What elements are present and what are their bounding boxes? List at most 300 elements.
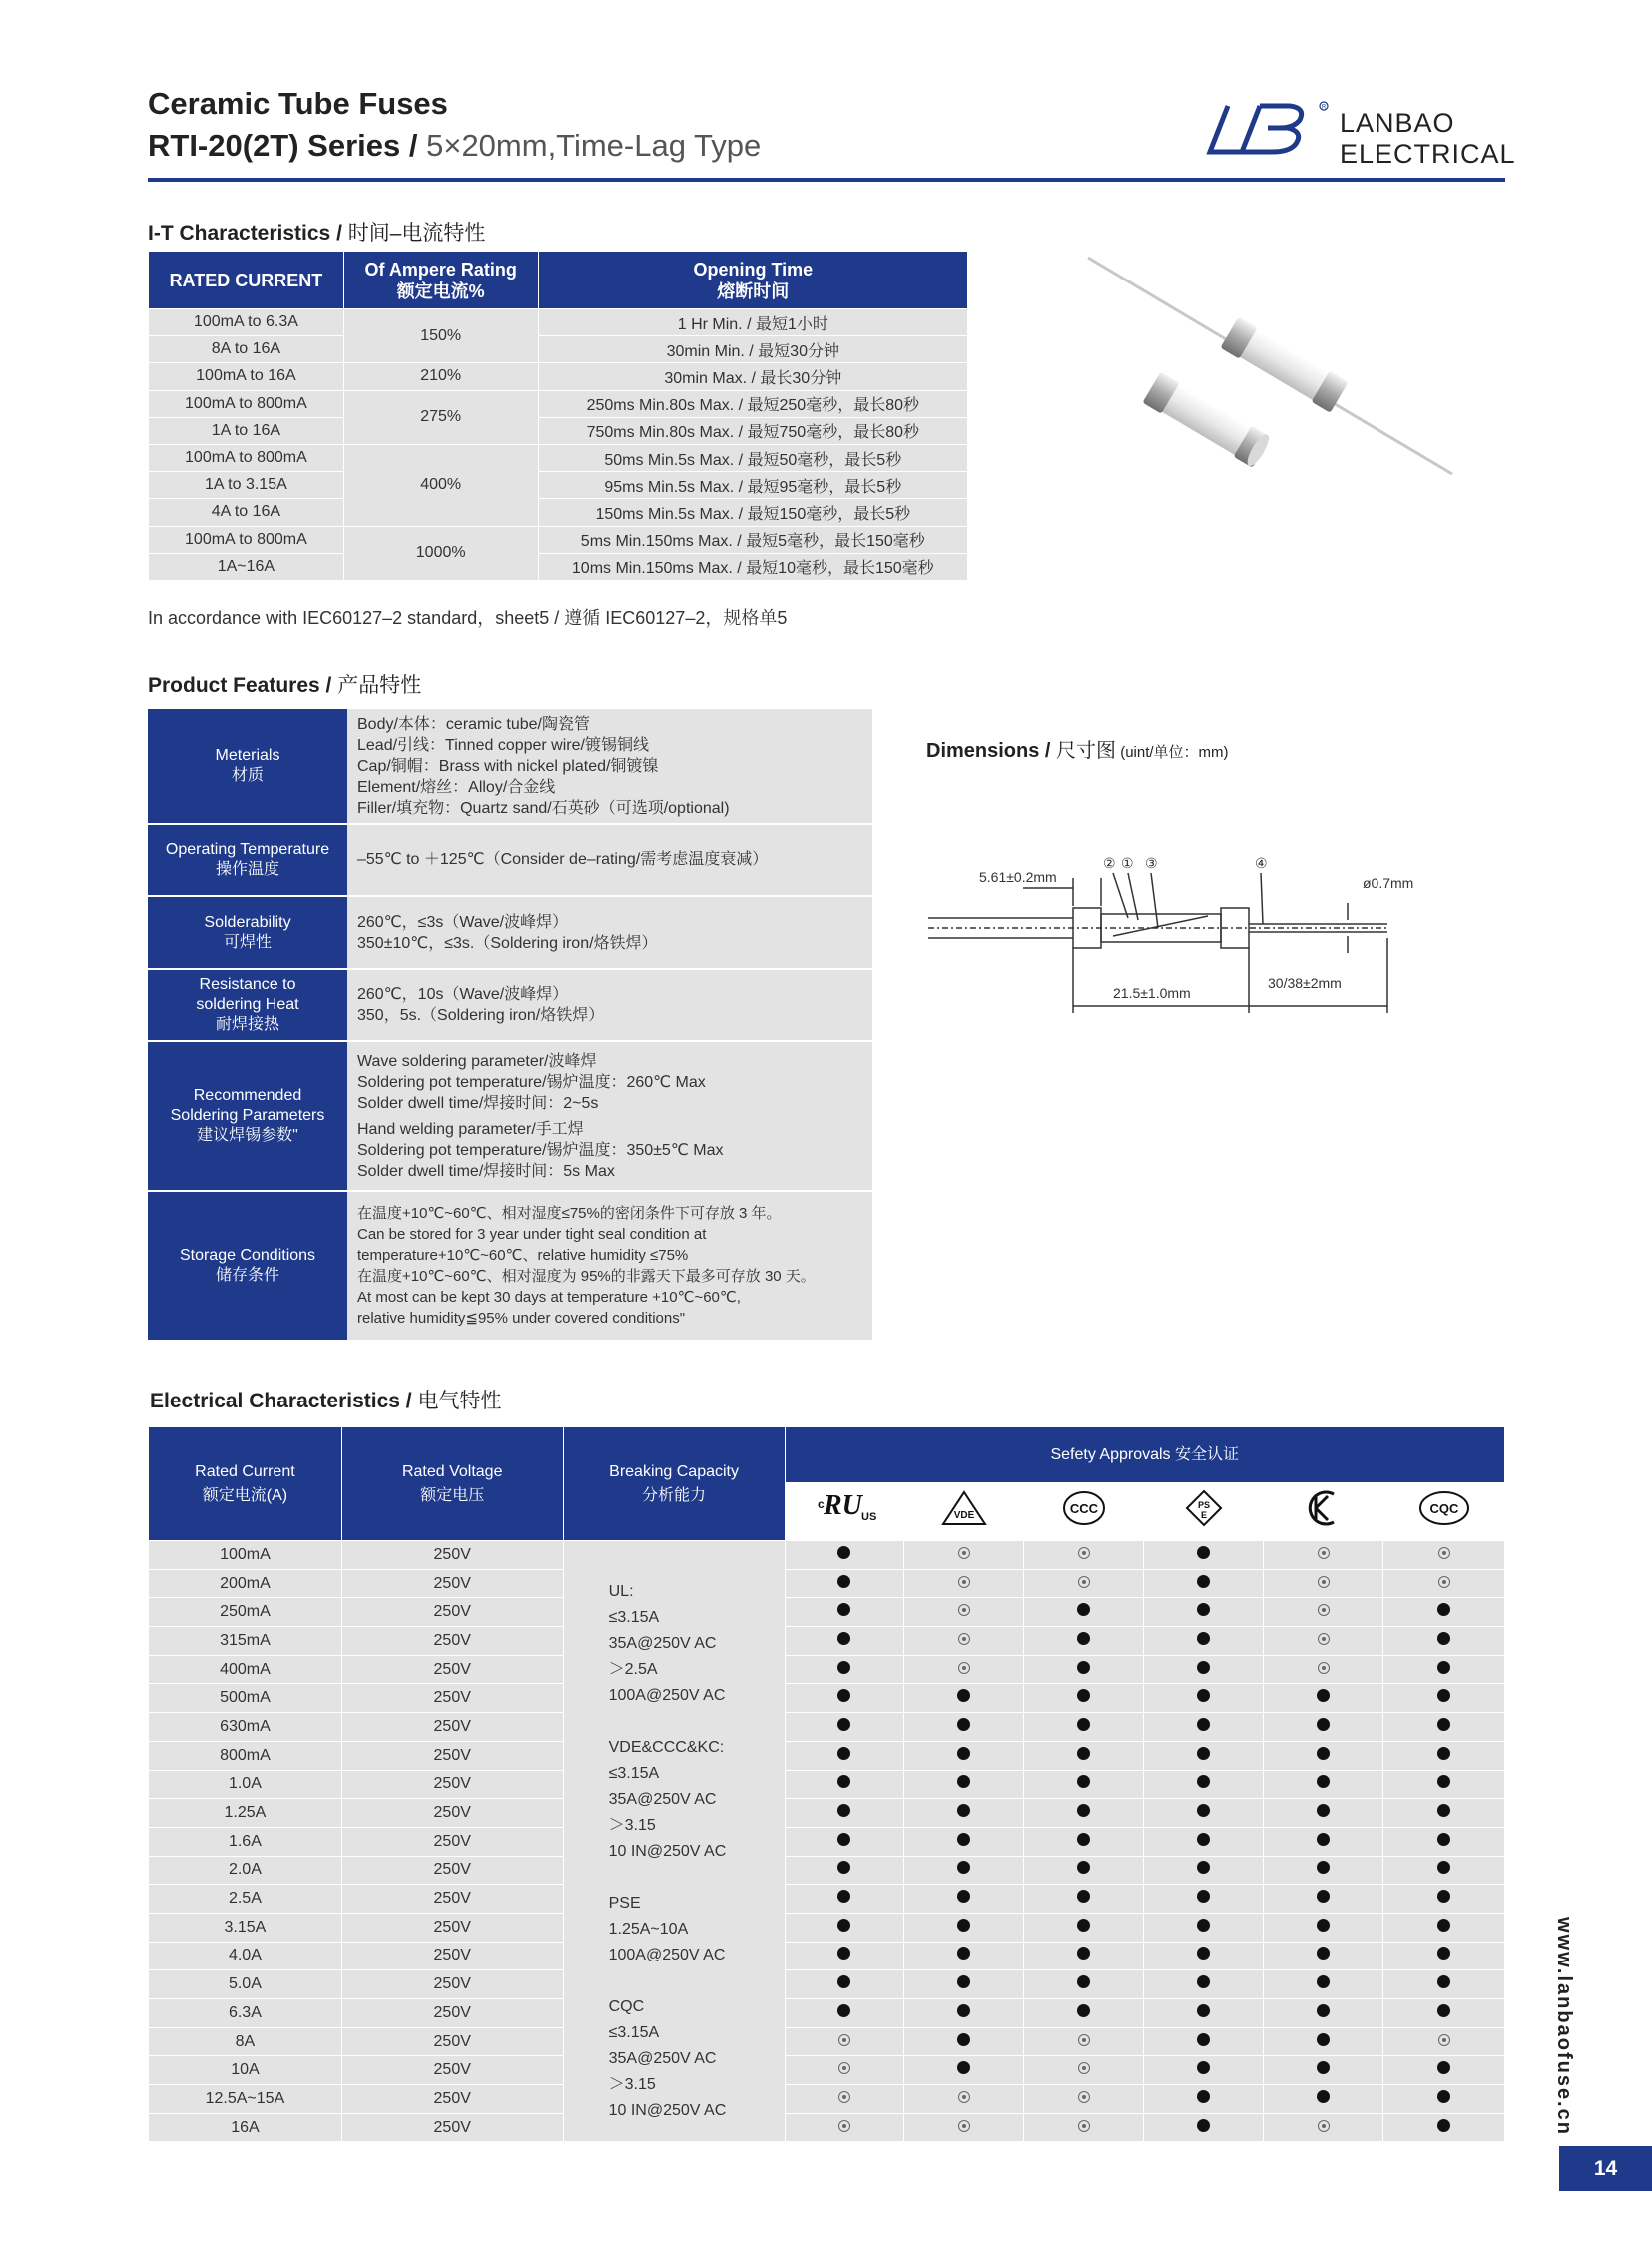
rated-current-cell: 2.0A (149, 1856, 342, 1885)
rated-voltage-cell: 250V (341, 1713, 563, 1742)
filled-dot-icon (957, 1861, 970, 1874)
it-header-opening-en: Opening Time (693, 259, 814, 280)
table-row (149, 1569, 1505, 1598)
approval-cell-cqc (1383, 1827, 1505, 1856)
rated-current-cell: 12.5A~15A (149, 2085, 342, 2114)
approval-cell-pse (1144, 1627, 1264, 1656)
table-row (149, 1627, 1505, 1656)
it-time: 5ms Min.150ms Max. / 最短5毫秒，最长150毫秒 (538, 526, 967, 553)
filled-dot-icon (1197, 1718, 1210, 1731)
approval-cell-cqc (1383, 1856, 1505, 1885)
approval-cell-ul (785, 2027, 904, 2056)
breaking-capacity-line: PSE (608, 1895, 641, 1912)
label-line: Soldering Parameters (170, 1107, 325, 1124)
approval-cell-pse (1144, 1713, 1264, 1742)
ring-dot-icon (1318, 1604, 1330, 1616)
approval-cell-ccc (1024, 1627, 1144, 1656)
approval-cell-cqc (1383, 1999, 1505, 2028)
value-line: relative humidity≦95% under covered conditions" (357, 1310, 686, 1327)
website-url[interactable]: www.lanbaofuse.cn (1553, 1917, 1575, 2136)
approval-cell-ccc (1024, 2085, 1144, 2114)
ring-dot-icon (1078, 1576, 1090, 1588)
filled-dot-icon (957, 1689, 970, 1702)
dim-diameter-label: ø0.7mm (1363, 875, 1414, 891)
filled-dot-icon (1197, 1804, 1210, 1817)
approval-cell-ul (785, 1942, 904, 1970)
rated-current-cell: 1.25A (149, 1799, 342, 1828)
approval-cell-cqc (1383, 1970, 1505, 1999)
filled-dot-icon (1437, 1747, 1450, 1760)
rated-current-cell: 3.15A (149, 1913, 342, 1942)
it-header-ampere-en: Of Ampere Rating (364, 259, 517, 280)
ec-header-voltage (341, 1427, 563, 1541)
table-row (149, 2056, 1505, 2085)
label-line: 操作温度 (215, 860, 279, 878)
ring-dot-icon (1318, 1576, 1330, 1588)
approval-cell-ul (785, 1684, 904, 1713)
filled-dot-icon (957, 2004, 970, 2017)
rated-voltage-cell: 250V (341, 1856, 563, 1885)
rated-current-cell: 8A (149, 2027, 342, 2056)
rated-voltage-cell: 250V (341, 1569, 563, 1598)
approval-cell-vde (904, 1970, 1024, 1999)
approval-cell-pse (1144, 1741, 1264, 1770)
ring-dot-icon (1318, 2120, 1330, 2132)
approval-cell-kc (1264, 1970, 1383, 1999)
it-current: 100mA to 800mA (149, 526, 344, 553)
filled-dot-icon (1197, 1919, 1210, 1932)
it-time: 30min Min. / 最短30分钟 (538, 336, 967, 363)
filled-dot-icon (837, 1689, 850, 1702)
breaking-capacity-cell (563, 1541, 785, 2142)
approval-cell-ccc (1024, 1942, 1144, 1970)
header-line: 额定电压 (420, 1486, 485, 1504)
table-row (149, 1799, 1505, 1828)
it-rating: 150% (343, 309, 538, 363)
feature-value-storage (347, 1191, 872, 1341)
approval-cell-ul (785, 1970, 904, 1999)
it-current: 8A to 16A (149, 336, 344, 363)
rated-current-cell: 2.5A (149, 1885, 342, 1914)
label-line: 材质 (231, 767, 264, 784)
lanbao-logo (1198, 100, 1328, 163)
it-time: 30min Max. / 最长30分钟 (538, 363, 967, 390)
approval-cell-pse (1144, 1827, 1264, 1856)
rated-voltage-cell: 250V (341, 1913, 563, 1942)
header-line: Rated Current (195, 1462, 295, 1480)
approval-cell-ccc (1024, 1913, 1144, 1942)
approval-cell-ccc (1024, 1799, 1144, 1828)
approval-cell-ccc (1024, 1655, 1144, 1684)
brand-line-1: LANBAO (1340, 108, 1455, 138)
pse-icon (1144, 1483, 1264, 1541)
approval-cell-kc (1264, 1569, 1383, 1598)
approval-cell-pse (1144, 2027, 1264, 2056)
filled-dot-icon (1077, 1775, 1090, 1788)
label-line: 耐焊接热 (215, 1016, 279, 1033)
filled-dot-icon (1317, 1833, 1330, 1846)
breaking-capacity-line: ≤3.15A (608, 1765, 660, 1782)
filled-dot-icon (1077, 1947, 1090, 1960)
approval-cell-ul (785, 1913, 904, 1942)
filled-dot-icon (1317, 2090, 1330, 2103)
filled-dot-icon (957, 1775, 970, 1788)
standard-note: In accordance with IEC60127–2 standard，sheet5 / 遵循 IEC60127–2，规格单5 (148, 608, 788, 628)
approval-cell-ul (785, 1799, 904, 1828)
filled-dot-icon (1317, 1890, 1330, 1903)
it-section-title (148, 217, 485, 247)
it-header-opening-cn: 熔断时间 (717, 280, 790, 301)
rated-current-cell: 6.3A (149, 1999, 342, 2028)
breaking-capacity-line: UL: (608, 1583, 634, 1600)
table-row (149, 1913, 1505, 1942)
ring-dot-icon (958, 2091, 970, 2103)
filled-dot-icon (1197, 2033, 1210, 2046)
breaking-capacity-line: 100A@250V AC (608, 1687, 726, 1704)
approval-cell-pse (1144, 1885, 1264, 1914)
value-line: 在温度+10℃~60℃、相对湿度≤75%的密闭条件下可存放 3 年。 (357, 1205, 782, 1222)
table-row (149, 1885, 1505, 1914)
ring-dot-icon (1438, 2034, 1450, 2046)
approval-cell-ccc (1024, 1770, 1144, 1799)
filled-dot-icon (837, 1975, 850, 1988)
approval-cell-kc (1264, 1885, 1383, 1914)
approval-cell-ccc (1024, 2113, 1144, 2142)
filled-dot-icon (1317, 1804, 1330, 1817)
filled-dot-icon (837, 1661, 850, 1674)
filled-dot-icon (1197, 1603, 1210, 1616)
header-line: 额定电流(A) (202, 1486, 288, 1504)
filled-dot-icon (1077, 1890, 1090, 1903)
approval-cell-ccc (1024, 1713, 1144, 1742)
it-time: 1 Hr Min. / 最短1小时 (538, 309, 967, 336)
filled-dot-icon (1437, 1775, 1450, 1788)
approval-cell-kc (1264, 1713, 1383, 1742)
value-line: Element/熔丝：Alloy/合金线 (357, 778, 556, 796)
ring-dot-icon (1078, 1547, 1090, 1559)
value-line: Filler/填充物：Quartz sand/石英砂（可选项/optional) (357, 799, 730, 817)
breaking-capacity-line: CQC (608, 1998, 645, 2015)
table-row (149, 1856, 1505, 1885)
filled-dot-icon (837, 1775, 850, 1788)
approval-cell-ul (785, 1598, 904, 1627)
ring-dot-icon (1438, 1547, 1450, 1559)
approval-cell-ul (785, 1655, 904, 1684)
filled-dot-icon (837, 1947, 850, 1960)
filled-dot-icon (957, 1919, 970, 1932)
approval-cell-ul (785, 2056, 904, 2085)
approval-cell-pse (1144, 1684, 1264, 1713)
approval-cell-kc (1264, 1684, 1383, 1713)
page-number: 14 (1559, 2146, 1652, 2191)
approval-cell-pse (1144, 1999, 1264, 2028)
approval-cell-pse (1144, 1799, 1264, 1828)
breaking-capacity-line: ≤3.15A (608, 1609, 660, 1626)
ccc-icon (1024, 1483, 1144, 1541)
breaking-capacity-line: 10 IN@250V AC (608, 2102, 727, 2119)
it-current: 100mA to 16A (149, 363, 344, 390)
approval-cell-vde (904, 1942, 1024, 1970)
it-rating: 210% (343, 363, 538, 390)
filled-dot-icon (1197, 1632, 1210, 1645)
approval-cell-kc (1264, 1799, 1383, 1828)
value-line: Solder dwell time/焊接时间：2~5s (357, 1094, 599, 1112)
electrical-section-title (150, 1385, 502, 1414)
electrical-table (148, 1426, 1505, 2142)
ring-dot-icon (838, 2120, 850, 2132)
features-title-en: Product Features / (148, 674, 332, 697)
value-line: Soldering pot temperature/锡炉温度：260℃ Max (357, 1073, 706, 1091)
filled-dot-icon (837, 1919, 850, 1932)
header-line: Rated Voltage (401, 1462, 503, 1480)
filled-dot-icon (837, 1575, 850, 1588)
approval-cell-ccc (1024, 1885, 1144, 1914)
svg-text:R: R (1321, 104, 1327, 111)
approval-cell-ccc (1024, 1684, 1144, 1713)
filled-dot-icon (1437, 2061, 1450, 2074)
rated-voltage-cell: 250V (341, 2027, 563, 2056)
rated-voltage-cell: 250V (341, 1655, 563, 1684)
filled-dot-icon (837, 1603, 850, 1616)
approval-cell-kc (1264, 2085, 1383, 2114)
it-table (148, 251, 968, 581)
filled-dot-icon (957, 1947, 970, 1960)
approval-cell-ccc (1024, 1856, 1144, 1885)
approval-cell-pse (1144, 1541, 1264, 1570)
filled-dot-icon (1317, 1919, 1330, 1932)
filled-dot-icon (1077, 1632, 1090, 1645)
filled-dot-icon (1317, 1975, 1330, 1988)
rated-current-cell: 10A (149, 2056, 342, 2085)
filled-dot-icon (957, 1890, 970, 1903)
filled-dot-icon (1437, 2090, 1450, 2103)
filled-dot-icon (1077, 1833, 1090, 1846)
approval-cell-kc (1264, 2113, 1383, 2142)
rated-voltage-cell: 250V (341, 1799, 563, 1828)
filled-dot-icon (1437, 1919, 1450, 1932)
table-row (149, 2085, 1505, 2114)
filled-dot-icon (1197, 1775, 1210, 1788)
it-title-cn: 时间–电流特性 (341, 222, 486, 245)
it-rating: 400% (343, 444, 538, 526)
features-table (148, 709, 872, 1342)
filled-dot-icon (1197, 1975, 1210, 1988)
rated-voltage-cell: 250V (341, 2113, 563, 2142)
filled-dot-icon (1317, 1861, 1330, 1874)
approval-cell-vde (904, 1770, 1024, 1799)
label-line: soldering Heat (196, 996, 299, 1013)
value-line: 350±10℃，≤3s.（Soldering iron/烙铁焊） (357, 934, 658, 952)
feature-value-heat (347, 969, 872, 1041)
approval-cell-pse (1144, 2085, 1264, 2114)
approval-cell-vde (904, 1885, 1024, 1914)
approval-cell-cqc (1383, 1942, 1505, 1970)
approval-cell-kc (1264, 1856, 1383, 1885)
approval-cell-kc (1264, 1598, 1383, 1627)
ring-dot-icon (838, 2034, 850, 2046)
ring-dot-icon (958, 2120, 970, 2132)
header-line: Breaking Capacity (609, 1462, 739, 1480)
filled-dot-icon (1197, 1890, 1210, 1903)
filled-dot-icon (957, 1804, 970, 1817)
page-title: Ceramic Tube Fuses (148, 86, 448, 121)
svg-text:US: US (860, 1510, 877, 1523)
breaking-capacity-line (609, 1709, 785, 1735)
rated-voltage-cell: 250V (341, 1827, 563, 1856)
breaking-capacity-line: ＞2.5A (608, 1661, 658, 1678)
approval-cell-vde (904, 2056, 1024, 2085)
approval-cell-kc (1264, 1655, 1383, 1684)
it-header-ampere-cn: 额定电流% (396, 280, 485, 301)
it-time: 50ms Min.5s Max. / 最短50毫秒，最长5秒 (538, 444, 967, 471)
electrical-title-cn: 电气特性 (411, 1390, 502, 1412)
feature-value-recommended (347, 1041, 872, 1191)
svg-text:VDE: VDE (953, 1509, 975, 1521)
value-line: At most can be kept 30 days at temperature +10℃~60℃, (357, 1289, 741, 1306)
filled-dot-icon (1077, 1919, 1090, 1932)
approval-cell-kc (1264, 1627, 1383, 1656)
it-current: 4A to 16A (149, 499, 344, 526)
approval-cell-kc (1264, 1541, 1383, 1570)
approval-cell-kc (1264, 1913, 1383, 1942)
ring-dot-icon (1078, 2120, 1090, 2132)
features-title-cn: 产品特性 (331, 674, 422, 697)
value-line: 在温度+10℃~60℃、相对湿度为 95%的非露天下最多可存放 30 天。 (357, 1268, 816, 1285)
rated-voltage-cell: 250V (341, 2056, 563, 2085)
value-line: Body/本体：ceramic tube/陶瓷管 (357, 715, 590, 733)
label-line: Recommended (193, 1087, 302, 1104)
approval-cell-ccc (1024, 2027, 1144, 2056)
rated-current-cell: 4.0A (149, 1942, 342, 1970)
breaking-capacity-line: ≤3.15A (608, 2024, 660, 2041)
filled-dot-icon (1197, 1575, 1210, 1588)
it-time: 95ms Min.5s Max. / 最短95毫秒，最长5秒 (538, 472, 967, 499)
series-name: RTI-20(2T) Series / (148, 128, 418, 163)
feature-label-heat (148, 969, 347, 1041)
approval-cell-ccc (1024, 1999, 1144, 2028)
filled-dot-icon (1197, 1947, 1210, 1960)
feature-value-materials (347, 709, 872, 824)
filled-dot-icon (1437, 1804, 1450, 1817)
rated-voltage-cell: 250V (341, 1541, 563, 1570)
approval-cell-vde (904, 1827, 1024, 1856)
rated-voltage-cell: 250V (341, 1684, 563, 1713)
ring-dot-icon (958, 1662, 970, 1674)
table-row (149, 1655, 1505, 1684)
approval-cell-pse (1144, 1913, 1264, 1942)
approval-cell-vde (904, 2113, 1024, 2142)
approval-cell-cqc (1383, 1655, 1505, 1684)
dim-body-label: 21.5±1.0mm (1113, 985, 1191, 1001)
feature-value-solderability (347, 896, 872, 969)
filled-dot-icon (1197, 1689, 1210, 1702)
filled-dot-icon (837, 1632, 850, 1645)
feature-value-temperature (347, 824, 872, 896)
ec-header-current (149, 1427, 342, 1541)
approval-cell-cqc (1383, 1684, 1505, 1713)
filled-dot-icon (1437, 1689, 1450, 1702)
dimensions-title-en: Dimensions / (926, 740, 1051, 762)
table-row (149, 1598, 1505, 1627)
ul-icon (785, 1483, 904, 1541)
breaking-capacity-line: ＞3.15 (608, 1817, 656, 1834)
approval-cell-ul (785, 2113, 904, 2142)
ring-dot-icon (958, 1547, 970, 1559)
approval-cell-kc (1264, 1827, 1383, 1856)
approval-cell-vde (904, 2085, 1024, 2114)
approval-cell-ul (785, 1627, 904, 1656)
rated-current-cell: 1.0A (149, 1770, 342, 1799)
approval-cell-vde (904, 1627, 1024, 1656)
approval-cell-ul (785, 1569, 904, 1598)
approval-cell-vde (904, 1799, 1024, 1828)
approval-cell-vde (904, 1741, 1024, 1770)
filled-dot-icon (1317, 2033, 1330, 2046)
approval-cell-ccc (1024, 1970, 1144, 1999)
svg-text:CQC: CQC (1429, 1500, 1458, 1516)
it-rating: 275% (343, 390, 538, 444)
table-row (149, 1970, 1505, 1999)
filled-dot-icon (1437, 1661, 1450, 1674)
label-line: Meterials (215, 747, 280, 764)
breaking-capacity-line (609, 1968, 785, 1994)
filled-dot-icon (1197, 2090, 1210, 2103)
table-row (149, 1713, 1505, 1742)
filled-dot-icon (1317, 2004, 1330, 2017)
breaking-capacity-line (609, 1865, 785, 1891)
filled-dot-icon (1197, 1546, 1210, 1559)
svg-text:CCC: CCC (1069, 1500, 1098, 1516)
rated-current-cell: 800mA (149, 1741, 342, 1770)
value-line: 350，5s.（Soldering iron/烙铁焊） (357, 1007, 605, 1024)
approval-cell-ul (785, 2085, 904, 2114)
ring-dot-icon (958, 1604, 970, 1616)
approval-cell-kc (1264, 2056, 1383, 2085)
filled-dot-icon (1437, 1975, 1450, 1988)
rated-current-cell: 1.6A (149, 1827, 342, 1856)
label-line: 储存条件 (215, 1267, 279, 1284)
approval-cell-cqc (1383, 1598, 1505, 1627)
brand-line-2: ELECTRICAL (1340, 139, 1516, 169)
filled-dot-icon (1317, 1689, 1330, 1702)
rated-current-cell: 500mA (149, 1684, 342, 1713)
approval-cell-vde (904, 1713, 1024, 1742)
ring-dot-icon (1318, 1547, 1330, 1559)
approval-cell-vde (904, 1684, 1024, 1713)
approval-cell-ul (785, 1741, 904, 1770)
filled-dot-icon (1437, 1861, 1450, 1874)
it-header-opening (538, 252, 967, 309)
table-row (149, 1684, 1505, 1713)
rated-voltage-cell: 250V (341, 1770, 563, 1799)
rated-voltage-cell: 250V (341, 1741, 563, 1770)
header-line: 分析能力 (642, 1486, 707, 1504)
rated-current-cell: 100mA (149, 1541, 342, 1570)
rated-voltage-cell: 250V (341, 2085, 563, 2114)
ring-dot-icon (1078, 2091, 1090, 2103)
it-current: 1A~16A (149, 553, 344, 580)
dimensions-title-cn: 尺寸图 (1050, 740, 1117, 762)
filled-dot-icon (1437, 1718, 1450, 1731)
ring-dot-icon (838, 2091, 850, 2103)
fuse-product-image (1083, 250, 1462, 494)
approval-cell-cqc (1383, 1741, 1505, 1770)
svg-text:c: c (817, 1496, 825, 1511)
approval-cell-vde (904, 1999, 1024, 2028)
feature-label-temperature (148, 824, 347, 896)
breaking-capacity-line: 35A@250V AC (608, 1635, 717, 1652)
dim-lead-label: 30/38±2mm (1268, 975, 1342, 991)
